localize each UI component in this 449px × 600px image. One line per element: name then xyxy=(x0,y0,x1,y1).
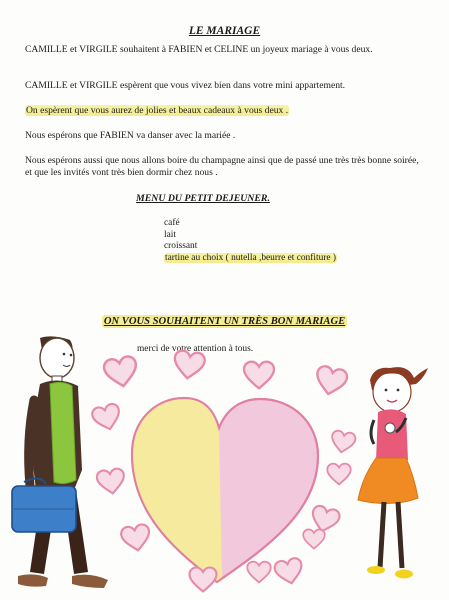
menu-title: MENU DU PETIT DEJEUNER. xyxy=(136,193,270,204)
menu-item-tartine-highlight: tartine au choix ( nutella ,beurre et confiture ) xyxy=(165,252,337,263)
big-heart xyxy=(132,398,318,582)
menu-item-croissant: croissant xyxy=(164,241,198,252)
menu-item-cafe: café xyxy=(164,218,180,228)
thanks-text: merci de votre attention à tous. xyxy=(137,344,254,354)
paragraph-champagne: Nous espérons aussi que nous allons boire du champagne ainsi que de passé une très très bonne soirée, et que les invités vont très bien dormir chez nous . xyxy=(25,155,419,178)
paragraph-apartment: CAMILLE et VIRGILE espèrent que vous vivez bien dans votre mini appartement. xyxy=(25,80,346,91)
paragraph-gifts-highlight: On espèrent que vous aurez de jolies et beaux cadeaux à vous deux . xyxy=(26,105,289,116)
menu-item-lait: lait xyxy=(164,229,176,240)
man-figure xyxy=(12,336,108,588)
closing-wish-text: ON VOUS SOUHAITENT UN TRÈS BON MARIAGE xyxy=(103,316,346,327)
paragraph-dance: Nous espérons que FABIEN va danser avec la mariée . xyxy=(25,130,236,141)
girl-figure xyxy=(358,367,428,578)
page-title: LE MARIAGE xyxy=(188,24,261,37)
paragraph-wishes: CAMILLE et VIRGILE souhaitent à FABIEN et CELINE un joyeux mariage à vous deux. xyxy=(25,44,373,55)
